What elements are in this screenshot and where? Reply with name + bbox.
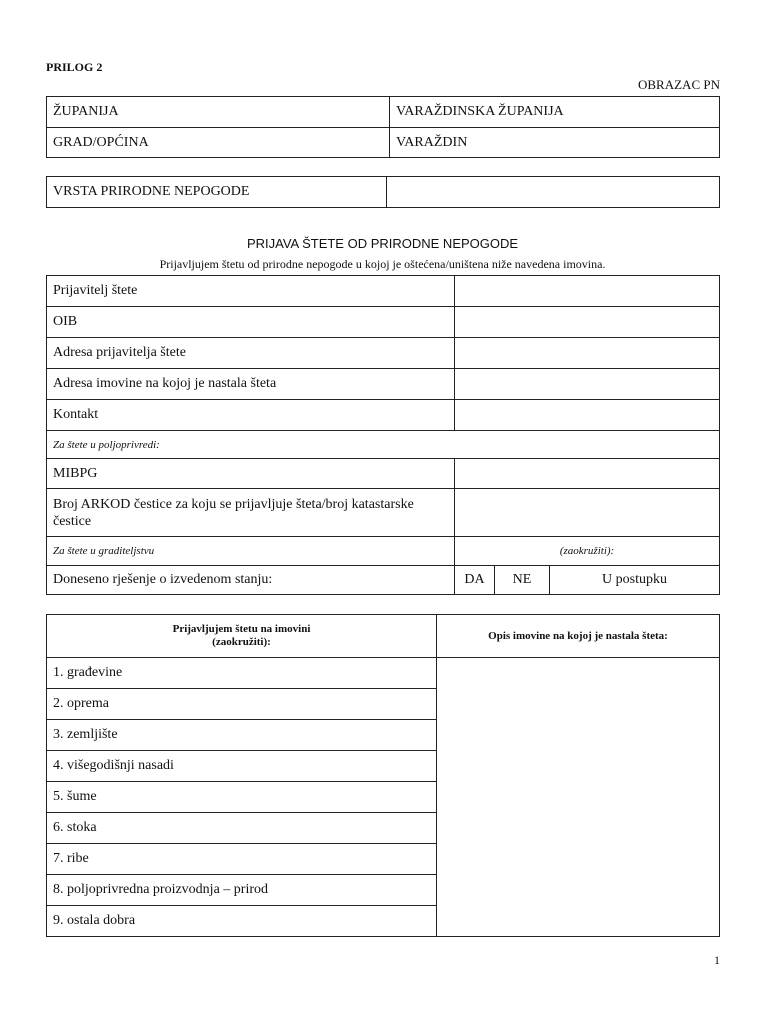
applicant-row — [47, 276, 720, 307]
option-ne[interactable]: NE — [495, 566, 550, 595]
applicant-table — [46, 275, 720, 595]
obrazac-label: OBRAZAC PN — [638, 77, 720, 92]
property-item-gradevine[interactable]: 1. građevine — [47, 658, 437, 689]
zupanija-row — [47, 97, 720, 128]
applicant-row — [47, 369, 720, 400]
property-item-nasadi[interactable]: 4. višegodišnji nasadi — [47, 751, 437, 782]
rjesenje-label: Doneseno rješenje o izvedenom stanju: — [47, 566, 455, 595]
property-item-zemljiste[interactable]: 3. zemljište — [47, 720, 437, 751]
oib-label: OIB — [47, 307, 455, 338]
nepogoda-table — [46, 176, 720, 208]
property-col1-header — [47, 615, 437, 658]
mibpg-label: MIBPG — [47, 459, 455, 489]
grad-row — [47, 128, 720, 158]
prijavitelj-field[interactable] — [455, 276, 720, 307]
arkod-field[interactable] — [455, 489, 720, 537]
property-col1-line2: (zaokružiti): — [212, 636, 271, 648]
property-item-prirod[interactable]: 8. poljoprivredna proizvodnja – prirod — [47, 875, 437, 906]
property-col2-header: Opis imovine na kojoj je nastala šteta: — [437, 615, 720, 658]
applicant-row — [47, 338, 720, 369]
property-item-ostala-dobra[interactable]: 9. ostala dobra — [47, 906, 437, 937]
property-item-sume[interactable]: 5. šume — [47, 782, 437, 813]
adresa-imovine-label: Adresa imovine na kojoj je nastala šteta — [47, 369, 455, 400]
property-item-oprema[interactable]: 2. oprema — [47, 689, 437, 720]
grad-value[interactable]: VARAŽDIN — [390, 128, 720, 158]
form-title: PRIJAVA ŠTETE OD PRIRODNE NEPOGODE — [246, 236, 519, 251]
property-item-ribe[interactable]: 7. ribe — [47, 844, 437, 875]
option-u-postupku[interactable]: U postupku — [550, 566, 720, 595]
page-number: 1 — [714, 953, 720, 967]
kontakt-field[interactable] — [455, 400, 720, 431]
form-subtitle: Prijavljujem štetu od prirodne nepogode u kojoj je oštećena/uništena niže navedena imovina. — [159, 257, 606, 271]
zupanija-value[interactable]: VARAŽDINSKA ŽUPANIJA — [390, 97, 720, 128]
oib-field[interactable] — [455, 307, 720, 338]
adresa-prijavitelja-label: Adresa prijavitelja štete — [47, 338, 455, 369]
nepogoda-value-field[interactable] — [387, 177, 720, 208]
prilog-label: PRILOG 2 — [46, 60, 103, 74]
mibpg-field[interactable] — [455, 459, 720, 489]
property-description-field[interactable] — [437, 658, 720, 937]
build-section-label: Za štete u graditeljstvu — [47, 537, 455, 566]
agri-section-label: Za štete u poljoprivredi: — [47, 431, 720, 459]
zupanija-label: ŽUPANIJA — [47, 97, 390, 128]
adresa-prijavitelja-field[interactable] — [455, 338, 720, 369]
location-table — [46, 96, 720, 158]
option-da[interactable]: DA — [455, 566, 495, 595]
arkod-label: Broj ARKOD čestice za koju se prijavljuje šteta/broj katastarske čestice — [47, 489, 455, 537]
prijavitelj-label: Prijavitelj štete — [47, 276, 455, 307]
applicant-row — [47, 307, 720, 338]
circle-hint: (zaokružiti): — [455, 537, 720, 566]
property-table — [46, 614, 720, 937]
adresa-imovine-field[interactable] — [455, 369, 720, 400]
kontakt-label: Kontakt — [47, 400, 455, 431]
grad-label: GRAD/OPĆINA — [47, 128, 390, 158]
applicant-row — [47, 400, 720, 431]
property-item-stoka[interactable]: 6. stoka — [47, 813, 437, 844]
property-col1-line1: Prijavljujem štetu na imovini — [172, 623, 311, 635]
nepogoda-label: VRSTA PRIRODNE NEPOGODE — [47, 177, 387, 208]
